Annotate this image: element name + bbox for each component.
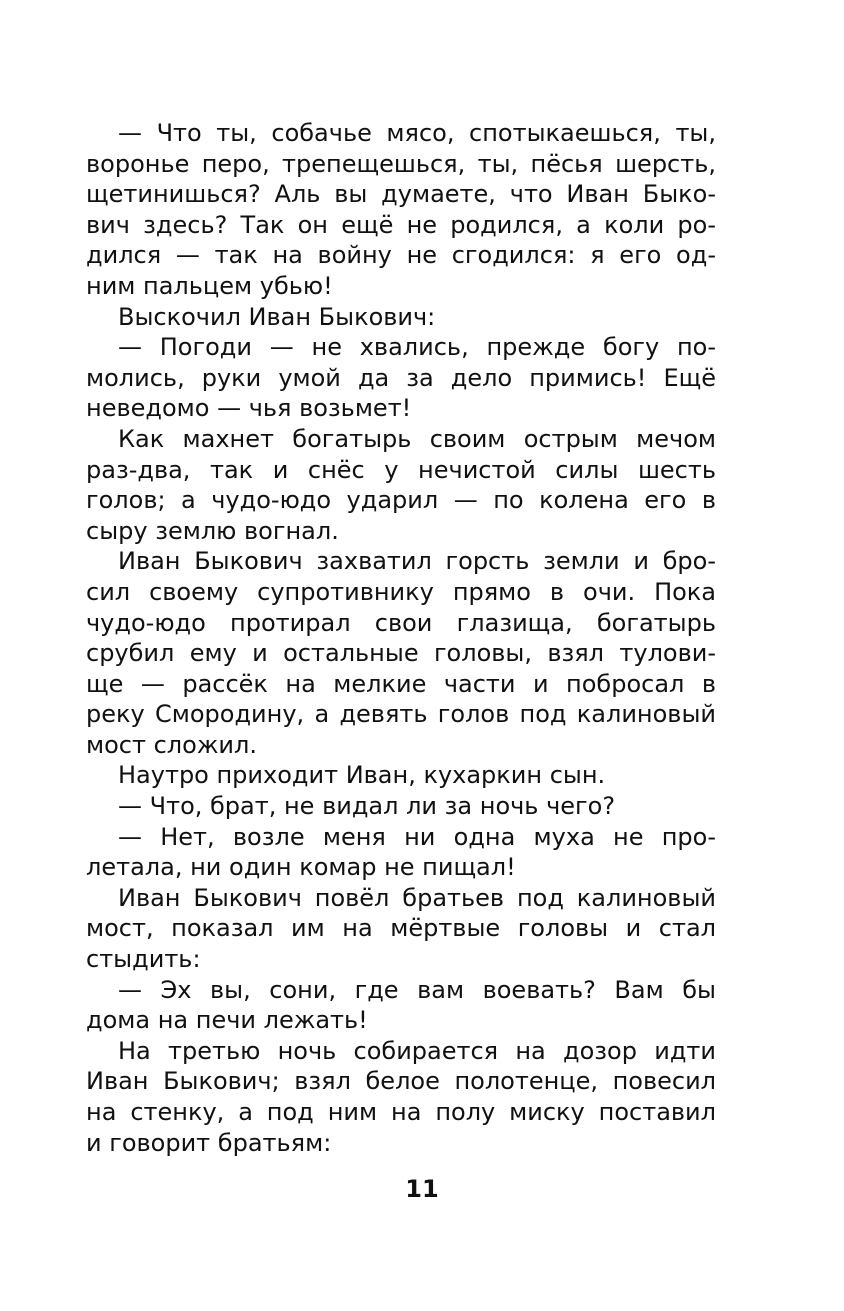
paragraph [86,975,716,1036]
paragraph [86,760,716,791]
page-text [86,118,716,1158]
text-line: Выскочил Иван Быкович: [118,302,436,331]
page-number: 11 [405,1175,439,1203]
paragraph [86,791,716,822]
text-line: стыдить: [86,945,201,974]
paragraph [86,1036,716,1158]
paragraph [86,302,716,333]
text-line: — Нет, возле меня ни одна муха не про- [118,822,716,851]
text-line: реку Смородину, а девять голов под калиновый [86,700,716,729]
paragraph [86,546,716,760]
text-line: голов; а чудо-юдо ударил — по колена его в [86,486,716,515]
text-line: Как махнет богатырь своим острым мечом [118,424,716,453]
text-line: щетинишься? Аль вы думаете, что Иван Быко- [86,180,716,209]
text-line: чудо-юдо протирал свои глазища, богатырь [86,608,716,637]
text-line: — Что, брат, не видал ли за ночь чего? [118,792,616,821]
text-line: воронье перо, трепещешься, ты, пёсья шерсть, [86,149,716,178]
text-line: На третью ночь собирается на дозор идти [118,1036,716,1065]
text-line: мост, показал им на мёртвые головы и стал [86,914,716,943]
text-line: ще — рассёк на мелкие части и побросал в [86,669,716,698]
text-line: Иван Быкович захватил горсть земли и бро- [118,547,716,576]
text-line: неведомо — чья возьмет! [86,394,412,423]
text-line: срубил ему и остальные головы, взял тулови- [86,639,716,668]
paragraph [86,424,716,546]
text-line: на стенку, а под ним на полу миску поставил [86,1098,716,1126]
text-line: — Погоди — не хвались, прежде богу по- [118,333,716,362]
paragraph [86,332,716,424]
text-line: — Эх вы, сони, где вам воевать? Вам бы [118,975,716,1004]
text-line: сыру землю вогнал. [86,516,339,545]
text-line: вич здесь? Так он ещё не родился, а коли ро- [86,210,716,239]
text-line: Наутро приходит Иван, кухаркин сын. [118,761,606,790]
text-line: раз-два, так и снёс у нечистой силы шесть [86,455,716,484]
text-line: сил своему супротивнику прямо в очи. Пока [86,577,716,606]
text-line: ним пальцем убью! [86,271,333,300]
text-line: летала, ни один комар не пищал! [86,853,516,882]
text-line: и говорит братьям: [86,1128,332,1157]
text-line: Иван Быкович повёл братьев под калиновый [118,883,716,912]
text-line: дома на печи лежать! [86,1006,368,1035]
text-line: мост сложил. [86,730,257,759]
paragraph [86,118,716,302]
text-line: Иван Быкович; взял белое полотенце, повесил [86,1067,716,1096]
paragraph [86,883,716,975]
paragraph [86,822,716,883]
text-line: молись, руки умой да за дело примись! Ещё [86,363,716,392]
text-line: дился — так на войну не сгодился: я его од- [86,241,716,270]
text-line: — Что ты, собачье мясо, спотыкаешься, ты, [118,119,716,147]
